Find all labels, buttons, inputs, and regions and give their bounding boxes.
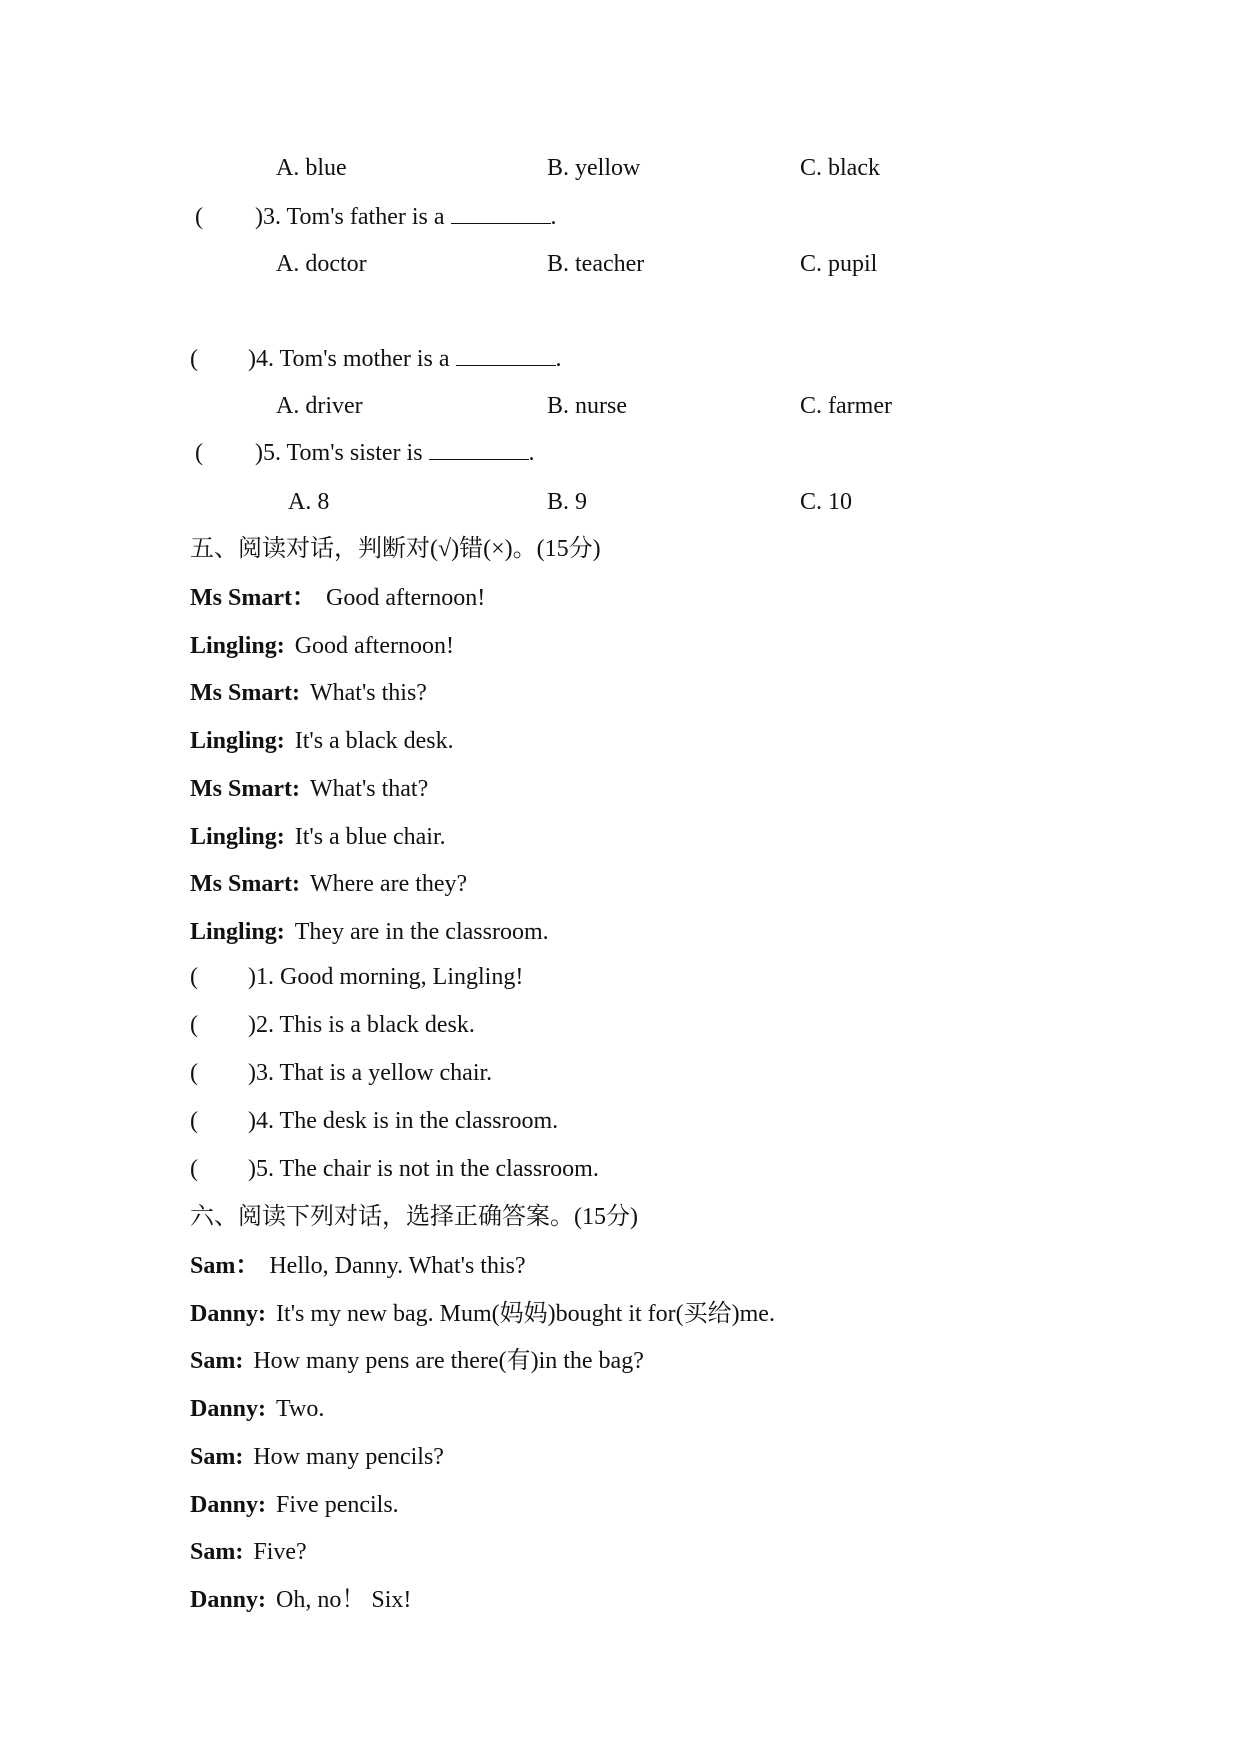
dialogue-text: It's a black desk. [294, 728, 454, 755]
judgement-item: )4. The desk is in the classroom. [248, 1108, 559, 1134]
q2-option-a: A. blue [276, 155, 347, 181]
dialogue-line [190, 727, 454, 755]
q5-answer-paren: ( [195, 440, 203, 466]
speaker-label: Ms Smart: [190, 680, 300, 707]
q3-blank [451, 203, 551, 224]
dialogue-line [190, 1300, 775, 1328]
q5-option-b: B. 9 [547, 489, 588, 515]
speaker-label: Ms Smart： [190, 585, 316, 611]
dialogue-text: Two. [276, 1396, 325, 1423]
speaker-label: Danny: [190, 1586, 267, 1613]
dialogue-line [190, 679, 427, 707]
judgement-item: )1. Good morning, Lingling! [248, 964, 524, 990]
speaker-label: Lingling: [190, 632, 285, 659]
dialogue-text: Where are they? [309, 871, 468, 898]
dialogue-text: Oh, no！ Six! [276, 1586, 412, 1613]
q5-option-a: A. 8 [288, 489, 330, 515]
speaker-label: Sam： [190, 1253, 260, 1279]
q3-text: )3. Tom's father is a [255, 204, 451, 230]
section5-title: 五、阅读对话，判断对(√)错(×)。(15分) [190, 536, 601, 562]
q4-option-c: C. farmer [800, 393, 892, 419]
q2-option-b: B. yellow [547, 155, 641, 181]
judgement-item: )2. This is a black desk. [248, 1012, 475, 1038]
dialogue-text: What's that? [309, 775, 429, 802]
speaker-label: Lingling: [190, 728, 285, 755]
dialogue-line [190, 870, 467, 898]
q3-option-b: B. teacher [547, 251, 645, 277]
q4-question [248, 345, 562, 373]
judgement-item: )3. That is a yellow chair. [248, 1060, 493, 1086]
dialogue-text: Five pencils. [276, 1491, 399, 1518]
q5-option-c: C. 10 [800, 489, 853, 515]
q3-end: . [550, 204, 557, 230]
q2-option-c: C. black [800, 155, 880, 181]
q3-question [255, 203, 557, 231]
dialogue-line [190, 584, 485, 612]
speaker-label: Sam: [190, 1348, 244, 1375]
dialogue-text: How many pens are there(有)in the bag? [253, 1348, 644, 1375]
q5-question [255, 439, 535, 467]
answer-paren: ( [190, 1012, 198, 1038]
dialogue-line [190, 1586, 411, 1614]
speaker-label: Ms Smart: [190, 871, 300, 898]
answer-paren: ( [190, 964, 198, 990]
dialogue-line [190, 1443, 444, 1471]
dialogue-text: It's my new bag. Mum(妈妈)bought it for(买给)me. [276, 1300, 775, 1327]
speaker-label: Danny: [190, 1300, 267, 1327]
q4-end: . [555, 346, 562, 372]
q4-answer-paren: ( [190, 346, 198, 372]
dialogue-text: Hello, Danny. What's this? [269, 1253, 526, 1279]
speaker-label: Danny: [190, 1396, 267, 1423]
dialogue-text: Good afternoon! [294, 632, 454, 659]
dialogue-text: Good afternoon! [325, 585, 486, 611]
dialogue-text: Five? [253, 1539, 307, 1566]
speaker-label: Ms Smart: [190, 775, 300, 802]
dialogue-line [190, 918, 549, 946]
speaker-label: Lingling: [190, 918, 285, 945]
dialogue-text: It's a blue chair. [294, 823, 446, 850]
q5-text: )5. Tom's sister is [255, 440, 429, 466]
dialogue-line [190, 1538, 307, 1566]
speaker-label: Sam: [190, 1443, 244, 1470]
answer-paren: ( [190, 1060, 198, 1086]
dialogue-text: What's this? [309, 680, 427, 707]
dialogue-line [190, 1252, 526, 1280]
q5-blank [429, 439, 529, 460]
dialogue-text: They are in the classroom. [294, 918, 549, 945]
q4-option-a: A. driver [276, 393, 363, 419]
dialogue-line [190, 1395, 324, 1423]
dialogue-line [190, 1347, 644, 1375]
dialogue-line [190, 823, 446, 851]
q3-option-c: C. pupil [800, 251, 878, 277]
judgement-item: )5. The chair is not in the classroom. [248, 1156, 599, 1182]
speaker-label: Danny: [190, 1491, 267, 1518]
section6-title: 六、阅读下列对话，选择正确答案。(15分) [190, 1204, 638, 1230]
q4-blank [456, 345, 556, 366]
q4-option-b: B. nurse [547, 393, 627, 419]
speaker-label: Sam: [190, 1539, 244, 1566]
dialogue-text: How many pencils? [253, 1443, 444, 1470]
q3-option-a: A. doctor [276, 251, 367, 277]
dialogue-line [190, 1491, 399, 1519]
dialogue-line [190, 632, 454, 660]
q4-text: )4. Tom's mother is a [248, 346, 456, 372]
q3-answer-paren: ( [195, 204, 203, 230]
speaker-label: Lingling: [190, 823, 285, 850]
answer-paren: ( [190, 1108, 198, 1134]
dialogue-line [190, 775, 428, 803]
answer-paren: ( [190, 1156, 198, 1182]
q5-end: . [528, 440, 535, 466]
